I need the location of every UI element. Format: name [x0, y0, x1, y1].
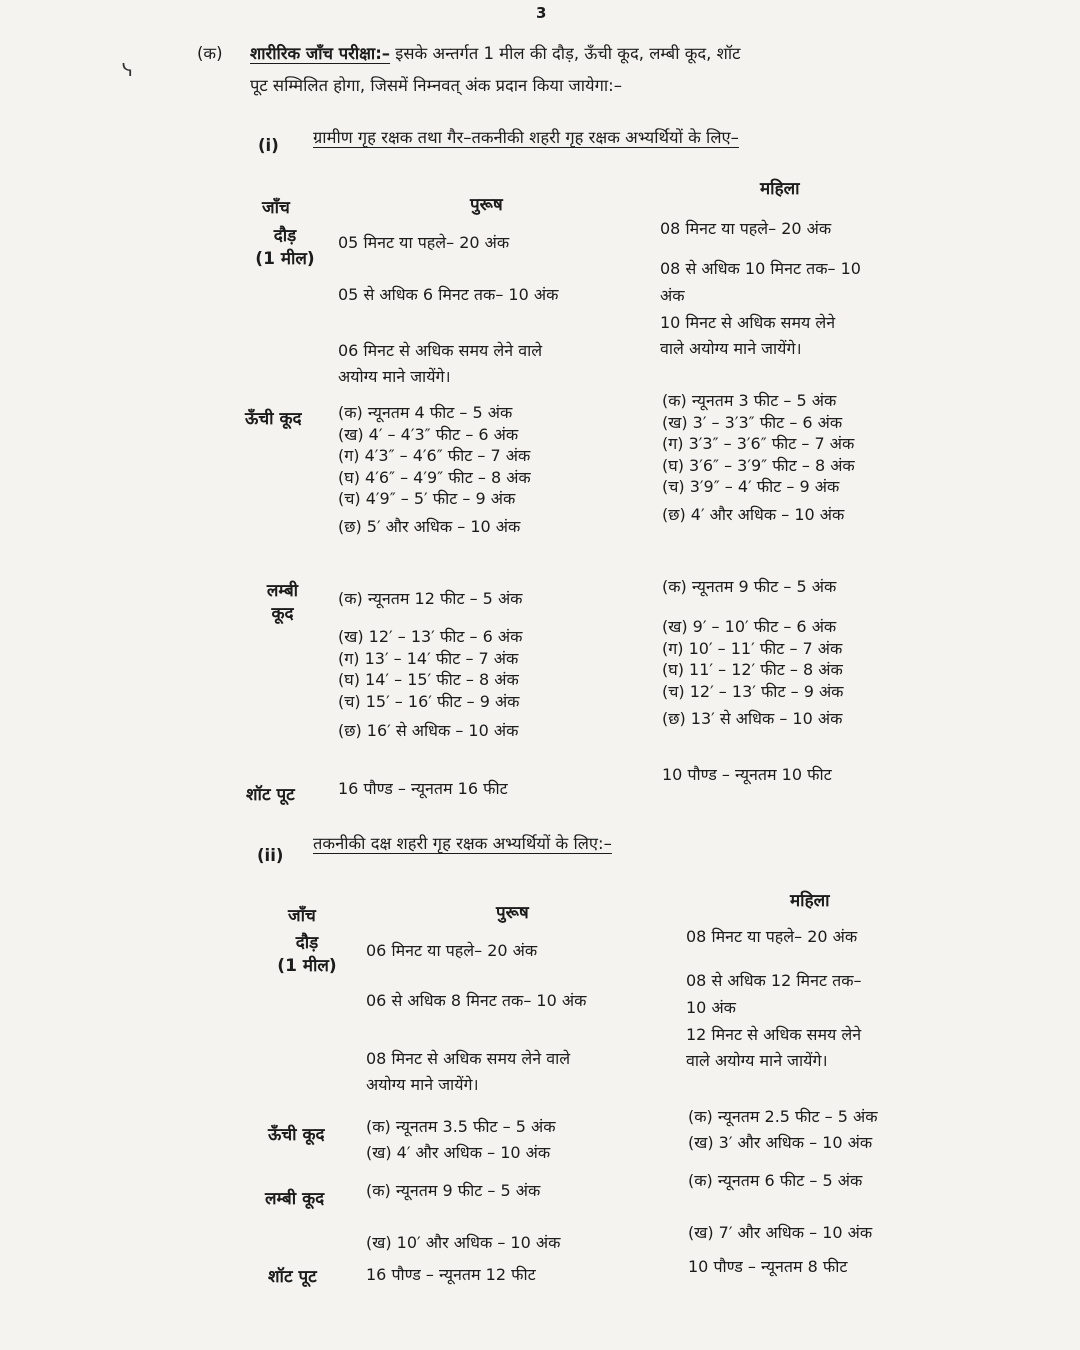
s1-lj-female-2: (ख) 9′ – 10′ फीट – 6 अंक	[662, 617, 837, 636]
s1-hj-male-5: (च) 4′9″ – 5′ फीट – 9 अंक	[338, 489, 516, 509]
s1-lj-male-list	[338, 626, 522, 742]
s1-race-label-1: दौड़	[273, 226, 297, 246]
s2-race-female-2: 08 से अधिक 12 मिनट तक–	[686, 971, 862, 990]
s1-shotput-label: शॉट पूट	[246, 785, 295, 805]
s1-hj-female-3: (ग) 3′3″ – 3′6″ फीट – 7 अंक	[662, 434, 855, 454]
s1-race-male-4: अयोग्य माने जायेंगे।	[338, 367, 451, 386]
s1-hj-male-2: (ख) 4′ – 4′3″ फीट – 6 अंक	[338, 424, 519, 444]
s2-sp-female: 10 पौण्ड – न्यूनतम 8 फीट	[688, 1257, 848, 1276]
s1-lj-female-3: (ग) 10′ – 11′ फीट – 7 अंक	[662, 638, 843, 658]
s2-hj-female-2: (ख) 3′ और अधिक – 10 अंक	[688, 1132, 873, 1152]
s1-lj-female-list	[662, 616, 843, 730]
s1-hj-female-6: (छ) 4′ और अधिक – 10 अंक	[662, 504, 845, 524]
margin-mark: ᓭ	[122, 60, 133, 81]
s1-hj-female-1: (क) न्यूनतम 3 फीट – 5 अंक	[662, 391, 837, 410]
s1-race-female-1: 08 मिनट या पहले– 20 अंक	[660, 219, 832, 238]
s1-lj-female-6: (छ) 13′ से अधिक – 10 अंक	[662, 709, 843, 729]
s1-lj-male-5: (च) 15′ – 16′ फीट – 9 अंक	[338, 691, 520, 711]
s1-race-female-3: अंक	[660, 286, 685, 305]
s2-shotput-label: शॉट पूट	[268, 1267, 317, 1287]
intro-text-line2: पूट सम्मिलित होगा, जिसमें निम्नवत् अंक प्रदान किया जायेगा:–	[250, 76, 622, 95]
s2-lj-female-2: (ख) 7′ और अधिक – 10 अंक	[688, 1223, 873, 1242]
s1-race-female-5: वाले अयोग्य माने जायेंगे।	[660, 339, 802, 358]
s2-header-male: पुरूष	[496, 903, 529, 923]
s2-header-test: जाँच	[288, 906, 316, 926]
s2-hj-female-1: (क) न्यूनतम 2.5 फीट – 5 अंक	[688, 1107, 878, 1126]
s1-hj-female-4: (घ) 3′6″ – 3′9″ फीट – 8 अंक	[662, 455, 855, 475]
s2-highjump-label: ऊँची कूद	[268, 1125, 325, 1145]
s2-lj-female-1: (क) न्यूनतम 6 फीट – 5 अंक	[688, 1171, 863, 1190]
s1-lj-female-5: (च) 12′ – 13′ फीट – 9 अंक	[662, 681, 844, 701]
s1-lj-male-3: (ग) 13′ – 14′ फीट – 7 अंक	[338, 648, 519, 668]
s1-lj-female-4: (घ) 11′ – 12′ फीट – 8 अंक	[662, 660, 843, 680]
s1-longjump-label	[255, 580, 310, 626]
s1-race-female-4: 10 मिनट से अधिक समय लेने	[660, 313, 836, 332]
s1-race-male-2: 05 से अधिक 6 मिनट तक– 10 अंक	[338, 285, 559, 304]
s1-hj-male-list	[338, 402, 531, 538]
s1-lj-label-1: लम्बी	[266, 581, 299, 601]
s2-race-female-1: 08 मिनट या पहले– 20 अंक	[686, 927, 858, 946]
s2-race-label	[272, 932, 342, 978]
intro-line1	[250, 44, 740, 65]
s2-lj-male-1: (क) न्यूनतम 9 फीट – 5 अंक	[366, 1181, 541, 1200]
s2-hj-male-1: (क) न्यूनतम 3.5 फीट – 5 अंक	[366, 1117, 556, 1136]
section1-number: (i)	[258, 136, 279, 155]
section2-number: (ii)	[257, 846, 284, 865]
s1-lj-male-4: (घ) 14′ – 15′ फीट – 8 अंक	[338, 670, 519, 690]
s2-sp-male: 16 पौण्ड – न्यूनतम 12 फीट	[366, 1265, 536, 1284]
s1-race-female-2: 08 से अधिक 10 मिनट तक– 10	[660, 259, 861, 278]
s1-hj-male-4: (घ) 4′6″ – 4′9″ फीट – 8 अंक	[338, 467, 531, 487]
s2-hj-male-list	[366, 1116, 556, 1163]
s1-hj-female-2: (ख) 3′ – 3′3″ फीट – 6 अंक	[662, 412, 843, 432]
s1-race-label	[250, 225, 320, 271]
s2-race-male-2: 06 से अधिक 8 मिनट तक– 10 अंक	[366, 991, 587, 1010]
s2-race-label-1: दौड़	[295, 933, 319, 953]
s1-race-label-2: (1 मील)	[255, 248, 315, 269]
s2-race-female-5: वाले अयोग्य माने जायेंगे।	[686, 1051, 828, 1070]
intro-text-line1: इसके अन्तर्गत 1 मील की दौड़, ऊँची कूद, लम्बी कूद, शॉट	[395, 44, 741, 63]
s2-race-male-3: 08 मिनट से अधिक समय लेने वाले	[366, 1049, 571, 1068]
s2-race-male-4: अयोग्य माने जायेंगे।	[366, 1075, 479, 1094]
s2-longjump-label: लम्बी कूद	[265, 1189, 325, 1209]
s1-header-test: जाँच	[262, 198, 290, 218]
s2-race-label-2: (1 मील)	[277, 955, 337, 976]
s1-header-female: महिला	[760, 179, 800, 199]
s2-lj-male-2: (ख) 10′ और अधिक – 10 अंक	[366, 1233, 561, 1252]
s2-race-female-3: 10 अंक	[686, 998, 736, 1017]
s1-sp-male: 16 पौण्ड – न्यूनतम 16 फीट	[338, 779, 508, 798]
s1-lj-male-6: (छ) 16′ से अधिक – 10 अंक	[338, 721, 519, 741]
s1-hj-female-list	[662, 390, 855, 526]
s1-lj-label-2: कूद	[271, 603, 294, 624]
s2-race-male-1: 06 मिनट या पहले– 20 अंक	[366, 941, 538, 960]
s1-header-male: पुरूष	[470, 195, 503, 215]
s2-race-female-4: 12 मिनट से अधिक समय लेने	[686, 1025, 862, 1044]
intro-marker: (क)	[197, 44, 223, 63]
s2-hj-female-list	[688, 1106, 878, 1153]
s1-hj-female-5: (च) 3′9″ – 4′ फीट – 9 अंक	[662, 477, 840, 497]
s1-race-male-1: 05 मिनट या पहले– 20 अंक	[338, 233, 510, 252]
s1-hj-male-1: (क) न्यूनतम 4 फीट – 5 अंक	[338, 403, 513, 422]
s2-header-female: महिला	[790, 891, 830, 911]
s1-lj-male-2: (ख) 12′ – 13′ फीट – 6 अंक	[338, 627, 523, 646]
s1-hj-male-6: (छ) 5′ और अधिक – 10 अंक	[338, 516, 521, 536]
s1-lj-female-1: (क) न्यूनतम 9 फीट – 5 अंक	[662, 577, 837, 596]
s1-hj-male-3: (ग) 4′3″ – 4′6″ फीट – 7 अंक	[338, 446, 531, 466]
section2-title: तकनीकी दक्ष शहरी गृह रक्षक अभ्यर्थियों के लिए:–	[313, 834, 612, 853]
page-number: 3	[536, 4, 547, 22]
s1-race-male-3: 06 मिनट से अधिक समय लेने वाले	[338, 341, 543, 360]
s1-sp-female: 10 पौण्ड – न्यूनतम 10 फीट	[662, 765, 832, 784]
s1-highjump-label: ऊँची कूद	[245, 409, 302, 429]
section1-title: ग्रामीण गृह रक्षक तथा गैर–तकनीकी शहरी गृह रक्षक अभ्यर्थियों के लिए–	[313, 128, 739, 147]
s2-hj-male-2: (ख) 4′ और अधिक – 10 अंक	[366, 1142, 551, 1162]
intro-heading: शारीरिक जाँच परीक्षा:–	[250, 44, 391, 63]
s1-lj-male-1: (क) न्यूनतम 12 फीट – 5 अंक	[338, 589, 523, 608]
